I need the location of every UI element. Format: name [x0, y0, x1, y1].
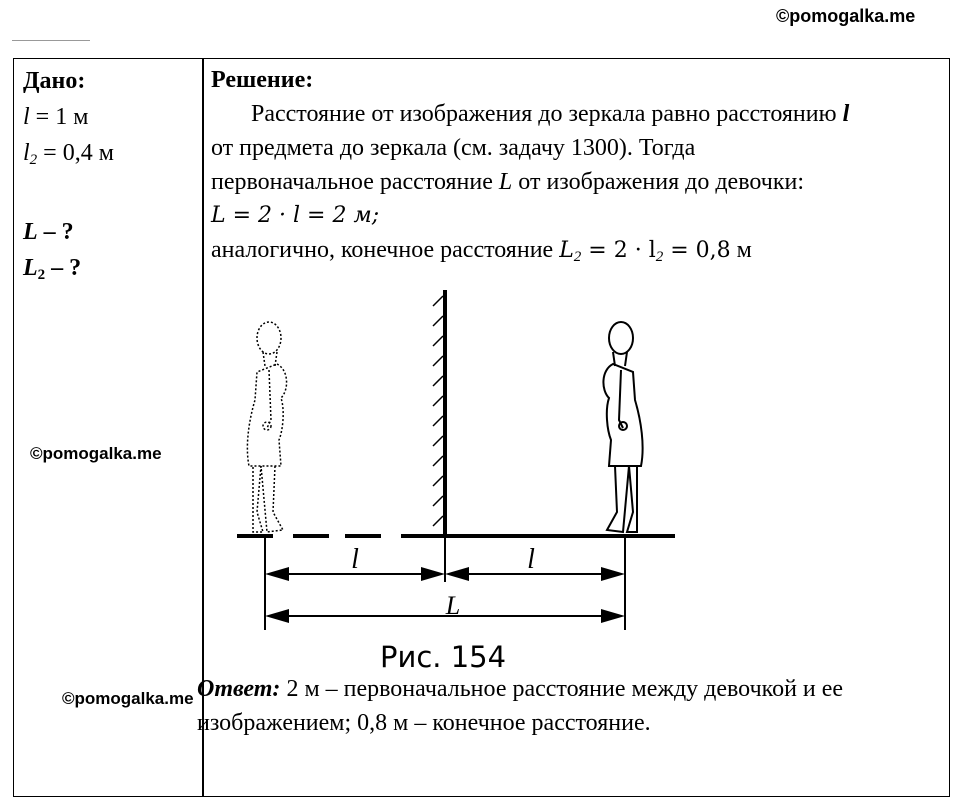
equation-2: аналогично, конечное расстояние $L_2 = 2 \cdot l_2 = 0,8$ м: [211, 237, 752, 265]
given-column: [23, 63, 198, 293]
figure-caption: Рис. 154: [380, 640, 507, 674]
answer-line-2: изображением; 0,8 м – конечное расстояние.: [197, 710, 651, 736]
mirror-figure: [205, 280, 725, 640]
solution-line-3: первоначальное расстояние L от изображения до девочки:: [211, 169, 804, 195]
solution-line-2: от предмета до зеркала (см. задачу 1300). Тогда: [211, 135, 696, 161]
question-L2: $L_2$ – ?: [23, 255, 82, 283]
answer-block: [197, 672, 927, 740]
girl-figure: [603, 322, 642, 532]
given-l2: $l_2 = 0,4$ м: [23, 140, 114, 168]
label-l-right: l: [527, 544, 535, 575]
solution-header: Решение:: [211, 67, 314, 93]
mirror-hatching: [433, 296, 443, 526]
solution-line-1: Расстояние от изображения до зеркала равно расстоянию l: [251, 101, 850, 127]
label-L: L: [445, 591, 461, 620]
image-figure: [247, 322, 286, 532]
question-L: L – ?: [23, 219, 74, 245]
answer-line-1: Ответ: 2 м – первоначальное расстояние между девочкой и ее: [197, 676, 844, 702]
watermark-top: ©pomogalka.me: [776, 6, 916, 26]
watermark-bottom: ©pomogalka.me: [62, 689, 194, 708]
label-l-left: l: [351, 544, 359, 575]
watermark-middle: ©pomogalka.me: [30, 444, 162, 463]
solution-column: [211, 63, 941, 274]
top-rule: [12, 40, 90, 41]
given-l: l = 1 м: [23, 104, 89, 130]
equation-1: L = 2 · l = 2 м;: [211, 203, 380, 228]
given-header: Дано:: [23, 68, 86, 94]
